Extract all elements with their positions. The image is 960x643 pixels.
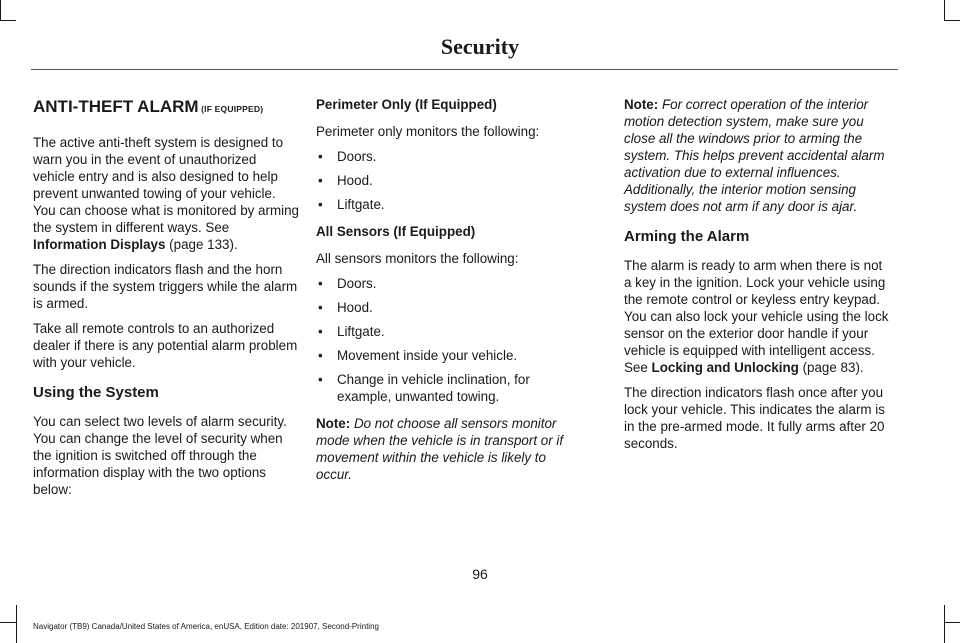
note [316,415,584,483]
column-left [33,96,301,506]
list-item-text: Hood. [337,300,373,315]
crop-mark [16,605,17,643]
footer-edition-info: Navigator (TB9) Canada/United States of America, enUSA, Edition date: 201907, Second-Printing [33,622,379,631]
paragraph-text: The active anti-theft system is designed to warn you in the event of unauthorized vehicle entry and is also designed to help prevent unwanted towing of your vehicle. You can choose what is monitored by arming the system in different ways. See [33,135,299,235]
paragraph-text: The alarm is ready to arm when there is not a key in the ignition. Lock your vehicle using the remote control or keyless entry keypad. You can also lock your vehicle using the lock sensor on the exterior door handle if your vehicle is equipped with intelligent access. See [624,258,889,375]
subheading-perimeter: Perimeter Only (If Equipped) [316,97,497,112]
page-number: 96 [472,566,488,582]
bullet-icon: • [318,276,323,291]
list-item-text: Doors. [337,276,377,291]
column-middle [316,96,584,491]
note-label: Note: [316,416,351,431]
list-item [316,172,584,189]
subheading-all-sensors: All Sensors (If Equipped) [316,224,476,239]
bullet-icon: • [318,348,323,363]
paragraph [33,134,301,253]
crop-mark [0,0,1,20]
section-heading-anti-theft [33,96,301,120]
list-item [316,347,584,364]
bullet-icon: • [318,173,323,188]
column-right [624,96,892,460]
list-intro: Perimeter only monitors the following: [316,124,540,139]
note-text: For correct operation of the interior motion detection system, make sure you close all the windows prior to arming the system. This helps prevent accidental alarm activation due to external influences. Additionally, the interior motion sensing system does not arm if any door is ajar. [624,97,885,214]
cross-reference-link[interactable]: Information Displays [33,237,166,252]
list-item-text: Hood. [337,173,373,188]
page-reference: (page 83). [798,360,864,375]
list-item [316,275,584,292]
list-item [316,299,584,316]
list-item-text: Doors. [337,149,377,164]
bullet-icon: • [318,300,323,315]
crop-mark [944,0,945,20]
crop-mark [944,622,960,623]
paragraph [624,257,892,376]
all-sensors-list [316,275,584,405]
crop-mark [0,20,16,21]
crop-mark [944,605,945,643]
list-item [316,196,584,213]
list-item-text: Liftgate. [337,324,385,339]
crop-mark [0,622,16,623]
subsection-heading-arming: Arming the Alarm [624,228,750,245]
bullet-icon: • [318,149,323,164]
paragraph: Take all remote controls to an authorized dealer if there is any potential alarm problem with your vehicle. [33,321,298,370]
heading-main: ANTI-THEFT ALARM [33,97,199,116]
note [624,96,892,215]
list-intro: All sensors monitors the following: [316,251,519,266]
subsection-heading-using: Using the System [33,384,159,401]
paragraph: You can select two levels of alarm security. You can change the level of security when the ignition is switched off through the information display with the two options below: [33,414,287,497]
list-item [316,371,584,405]
perimeter-list [316,148,584,213]
paragraph: The direction indicators flash once after you lock your vehicle. This indicates the alarm is in the pre-armed mode. It fully arms after 20 seconds. [624,385,885,451]
bullet-icon: • [318,197,323,212]
cross-reference-link[interactable]: Locking and Unlocking [651,360,799,375]
crop-mark [944,20,960,21]
header-divider [31,69,898,70]
note-label: Note: [624,97,659,112]
list-item-text: Change in vehicle inclination, for example, unwanted towing. [337,372,530,404]
bullet-icon: • [318,372,323,387]
list-item [316,323,584,340]
page-reference: (page 133). [165,237,238,252]
page-title: Security [440,34,520,59]
bullet-icon: • [318,324,323,339]
list-item-text: Movement inside your vehicle. [337,348,518,363]
heading-qualifier: (IF EQUIPPED) [198,104,264,114]
note-text: Do not choose all sensors monitor mode when the vehicle is in transport or if movement within the vehicle is likely to occur. [316,416,564,482]
list-item-text: Liftgate. [337,197,385,212]
paragraph: The direction indicators flash and the horn sounds if the system triggers while the alarm is armed. [33,262,298,311]
list-item [316,148,584,165]
